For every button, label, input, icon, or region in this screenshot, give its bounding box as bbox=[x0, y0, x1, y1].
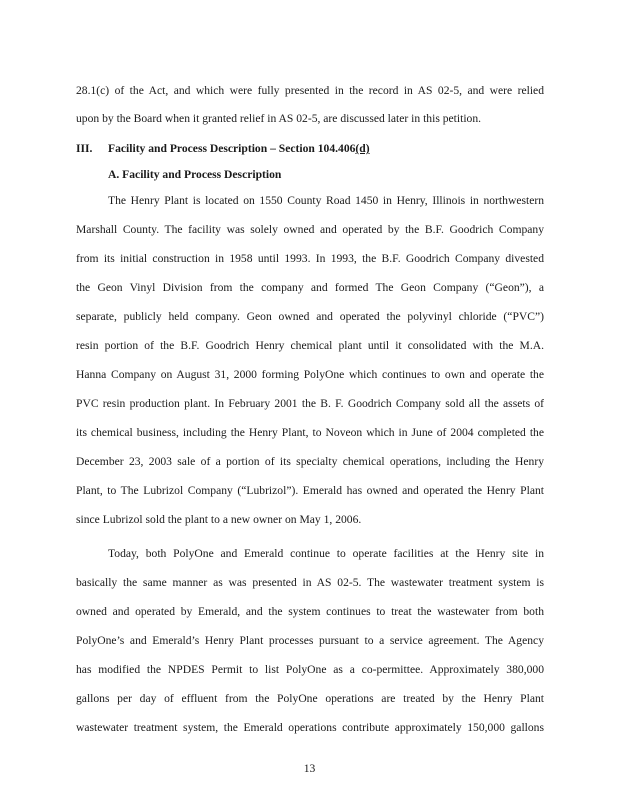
section-title-text: Facility and Process Description – Section 104.406 bbox=[108, 142, 356, 155]
paragraph-2-line-1: Today, both PolyOne and Emerald continue to operate facilities at the Henry site in bbox=[108, 547, 544, 560]
subsection-heading: A. Facility and Process Description bbox=[108, 168, 282, 181]
paragraph-1-line-8: PVC resin production plant. In February 2001 the B. F. Goodrich Company sold all the assets of bbox=[76, 397, 544, 410]
paragraph-2-line-5: has modified the NPDES Permit to list PolyOne as a co-permittee. Approximately 380,000 bbox=[76, 663, 544, 676]
paragraph-2-line-4: PolyOne’s and Emerald’s Henry Plant processes pursuant to a service agreement. The Agency bbox=[76, 634, 544, 647]
paragraph-2-line-3: owned and operated by Emerald, and the system continues to treat the wastewater from both bbox=[76, 605, 544, 618]
intro-line-1: 28.1(c) of the Act, and which were fully presented in the record in AS 02-5, and were relied bbox=[76, 84, 544, 97]
intro-line-2: upon by the Board when it granted relief in AS 02-5, are discussed later in this petition. bbox=[76, 112, 482, 125]
paragraph-1-line-1: The Henry Plant is located on 1550 County Road 1450 in Henry, Illinois in northwestern bbox=[108, 194, 544, 207]
paragraph-1-line-5: separate, publicly held company. Geon owned and operated the polyvinyl chloride (“PVC”) bbox=[76, 310, 544, 323]
paragraph-1-line-6: resin portion of the B.F. Goodrich Henry chemical plant until it consolidated with the M.A. bbox=[76, 339, 544, 352]
paragraph-1-line-11: Plant, to The Lubrizol Company (“Lubrizol”). Emerald has owned and operated the Henry Plant bbox=[76, 484, 544, 497]
section-title-subsection: (d) bbox=[355, 142, 370, 155]
section-title bbox=[108, 142, 370, 156]
paragraph-2-line-2: basically the same manner as was presented in AS 02-5. The wastewater treatment system is bbox=[76, 576, 544, 589]
paragraph-1-line-4: the Geon Vinyl Division from the company and formed The Geon Company (“Geon”), a bbox=[76, 281, 544, 294]
paragraph-1-line-10: December 23, 2003 sale of a portion of its specialty chemical operations, including the Henry bbox=[76, 455, 544, 468]
page-number: 13 bbox=[303, 762, 316, 775]
paragraph-2-line-6: gallons per day of effluent from the PolyOne operations are treated by the Henry Plant bbox=[76, 692, 544, 705]
paragraph-1-line-12: since Lubrizol sold the plant to a new owner on May 1, 2006. bbox=[76, 513, 362, 526]
section-number: III. bbox=[76, 142, 93, 155]
paragraph-1-line-2: Marshall County. The facility was solely owned and operated by the B.F. Goodrich Company bbox=[76, 223, 544, 236]
paragraph-1-line-3: from its initial construction in 1958 until 1993. In 1993, the B.F. Goodrich Company divested bbox=[76, 252, 544, 265]
paragraph-2-line-7: wastewater treatment system, the Emerald operations contribute approximately 150,000 gallons bbox=[76, 721, 544, 734]
paragraph-1-line-7: Hanna Company on August 31, 2000 forming PolyOne which continues to own and operate the bbox=[76, 368, 544, 381]
paragraph-1-line-9: its chemical business, including the Henry Plant, to Noveon which in June of 2004 completed the bbox=[76, 426, 544, 439]
